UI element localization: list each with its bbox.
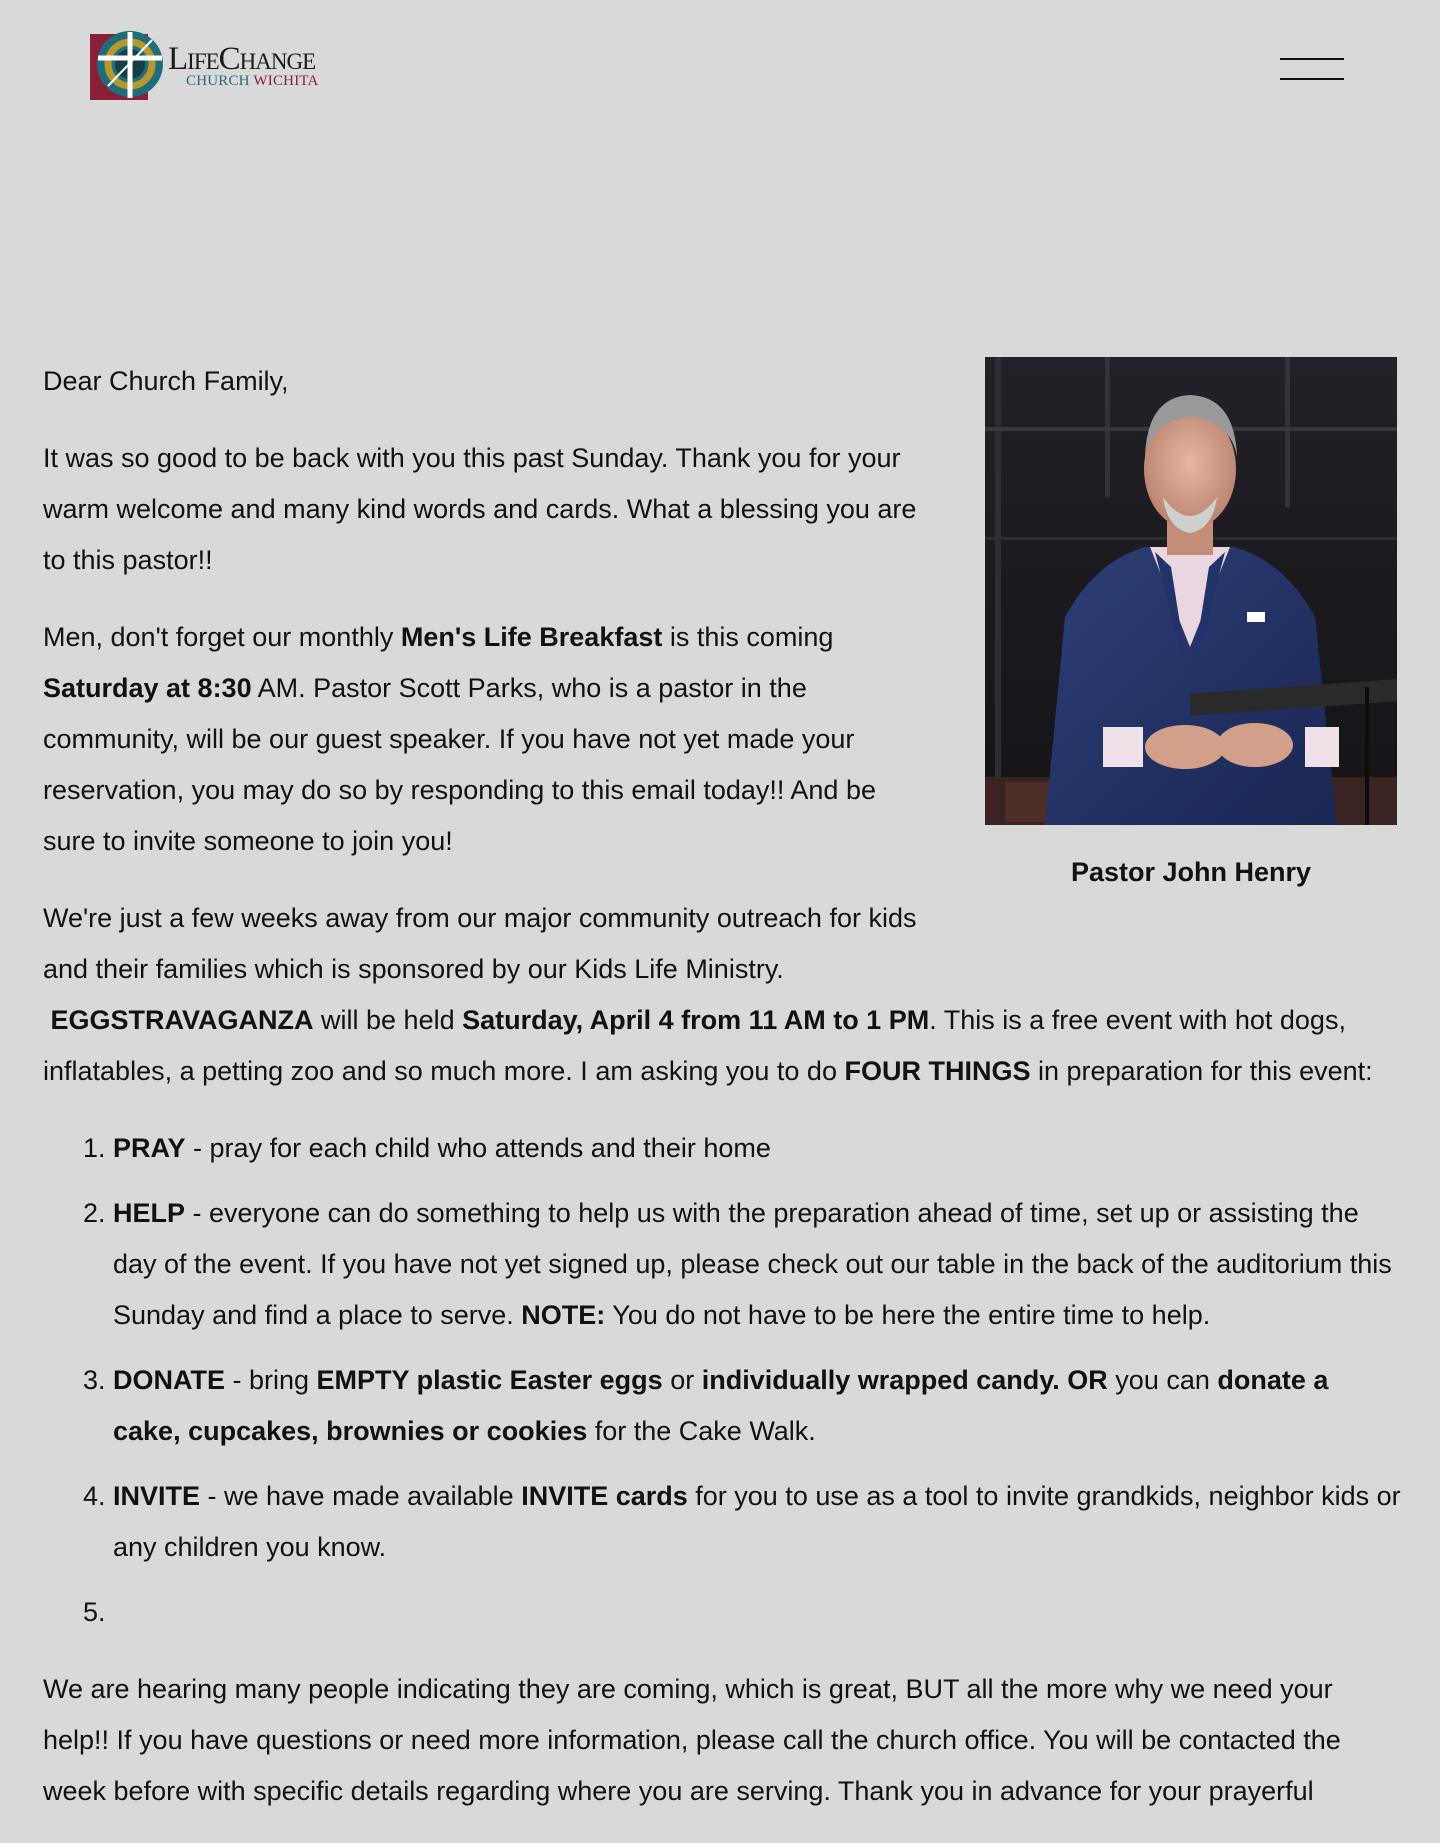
text: is this coming	[662, 622, 834, 652]
item-text: - bring	[225, 1365, 317, 1395]
logo-sub-church: CHURCH	[186, 73, 250, 89]
greeting: Dear Church Family,	[43, 366, 289, 396]
note-bold: NOTE:	[521, 1300, 606, 1330]
paragraph-closing: We are hearing many people indicating they are coming, which is great, BUT all the more why we need your help!! If you have questions or need more information, please call the church office. You will be contacted the week before with specific details regarding where you are serving. Thank you in advance for your prayerful	[43, 1674, 1341, 1806]
site-header	[0, 0, 1440, 140]
item-text: for the Cake Walk.	[587, 1416, 816, 1446]
paragraph-eggstravaganza	[43, 893, 1403, 1097]
letter-body	[43, 356, 1403, 1843]
text: . This is a free event with hot dogs, inflatables, a petting zoo and so much more. I am asking you to do	[43, 1005, 1346, 1086]
item-bold: EMPTY plastic Easter eggs	[316, 1365, 663, 1395]
mens-breakfast-bold: Men's Life Breakfast	[400, 622, 663, 652]
saturday-time-bold: Saturday at 8:30	[43, 673, 252, 703]
item-label: DONATE	[113, 1365, 225, 1395]
church-logo[interactable]	[88, 26, 350, 106]
text: We're just a few weeks away from our major community outreach for kids and their families which is sponsored by our Kids Life Ministry.	[43, 903, 917, 984]
text: in preparation for this event:	[1030, 1056, 1373, 1086]
item-label: PRAY	[113, 1133, 186, 1163]
item-bold: individually wrapped candy. OR	[701, 1365, 1108, 1395]
item-text: - we have made available	[200, 1481, 522, 1511]
logo-title: LifeChange	[168, 41, 316, 77]
item-text: for you to use as a tool to invite grandkids, neighbor kids or any children you know.	[113, 1481, 1401, 1562]
item-text: you can	[1107, 1365, 1218, 1395]
list-item-help	[113, 1188, 1403, 1341]
note-text: You do not have to be here the entire time to help.	[605, 1300, 1211, 1330]
item-bold: donate a cake, cupcakes, brownies or cookies	[113, 1365, 1329, 1446]
four-things-bold: FOUR THINGS	[844, 1056, 1031, 1086]
item-label: INVITE	[113, 1481, 201, 1511]
item-text: - everyone can do something to help us with the preparation ahead of time, set up or assisting the day of the event. If you have not yet signed up, please check out our table in the back of the auditorium this Sunday and find a place to serve.	[113, 1198, 1392, 1330]
item-label: HELP	[113, 1198, 186, 1228]
text: Men, don't forget our monthly	[43, 622, 401, 652]
logo-text	[168, 43, 319, 89]
list-item-invite	[113, 1471, 1403, 1573]
photo-caption: Pastor John Henry	[1070, 857, 1312, 887]
logo-sub-wichita: WICHITA	[253, 73, 319, 89]
text: AM. Pastor Scott Parks, who is a pastor in the community, will be our guest speaker. If you have not yet made your reservation, you may do so by responding to this email today!! And be sure to invite someone to join you!	[43, 673, 876, 856]
logo-subtitle	[186, 74, 319, 89]
menu-line-bottom	[1280, 78, 1344, 80]
paragraph-welcome: It was so good to be back with you this past Sunday. Thank you for your warm welcome and many kind words and cards. What a blessing you are to this pastor!!	[43, 443, 917, 575]
eggstravaganza-bold: EGGSTRAVAGANZA	[50, 1005, 314, 1035]
list-item-empty	[113, 1587, 1403, 1638]
logo-cross-icon	[88, 28, 164, 104]
item-text: or	[662, 1365, 702, 1395]
four-things-list	[43, 1123, 1403, 1638]
list-item-donate	[113, 1355, 1403, 1457]
paragraph-breakfast	[43, 612, 923, 867]
list-item-pray	[113, 1123, 1403, 1174]
item-bold: INVITE cards	[521, 1481, 688, 1511]
hamburger-icon[interactable]	[1280, 56, 1344, 82]
menu-line-top	[1280, 58, 1344, 60]
item-text: - pray for each child who attends and their home	[185, 1133, 771, 1163]
text: will be held	[313, 1005, 463, 1035]
event-date-bold: Saturday, April 4 from 11 AM to 1 PM	[462, 1005, 930, 1035]
